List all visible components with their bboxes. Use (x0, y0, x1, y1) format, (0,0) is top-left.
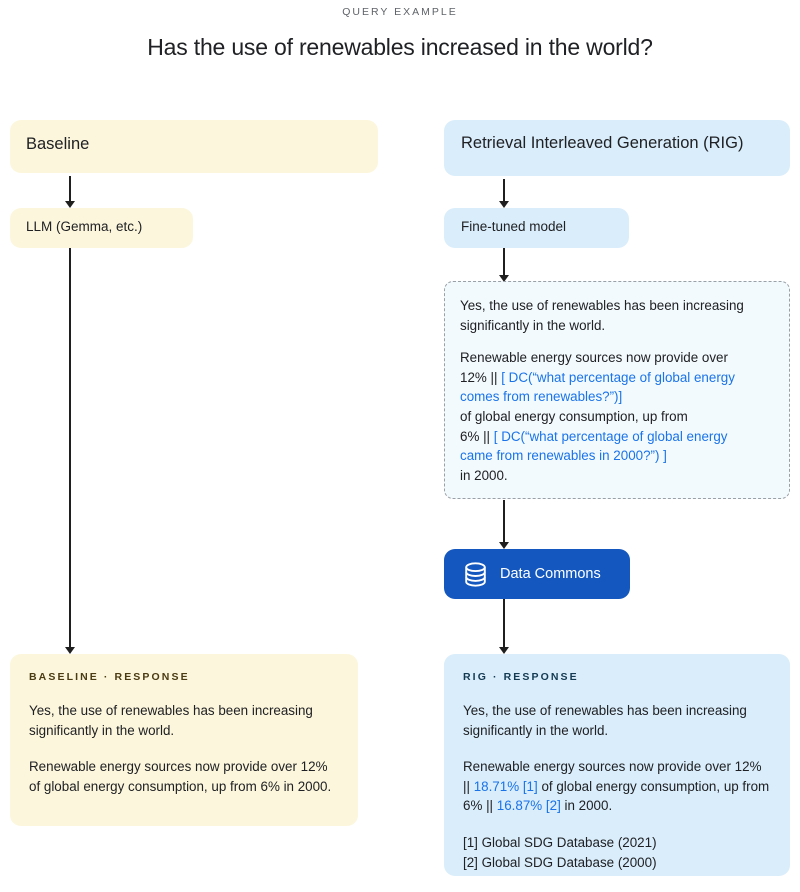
rig-response-paragraph-1: Yes, the use of renewables has been increasing significantly in the world. (463, 703, 747, 738)
baseline-model-node (10, 208, 193, 248)
generation-line-2: significantly in the world. (460, 317, 606, 333)
citation-1: [1] Global SDG Database (2021) (463, 834, 657, 850)
rig-model-node (444, 208, 629, 248)
arrow-finetuned-to-generation (497, 248, 511, 282)
rig-column-header (444, 120, 790, 176)
baseline-header-label: Baseline (26, 135, 90, 153)
generation-line-7-plain: 6% || (460, 428, 494, 444)
generation-line-6: of global energy consumption, up from (460, 408, 688, 424)
database-icon (464, 562, 487, 587)
arrow-generation-to-datacommons (497, 500, 511, 549)
rig-response-p2-part-3: in 2000. (560, 798, 613, 814)
rig-response-value-1: 18.71% [1] (473, 778, 538, 794)
page-title: Has the use of renewables increased in the world? (147, 34, 653, 60)
arrow-datacommons-to-response (497, 599, 511, 654)
baseline-response-paragraph-1: Yes, the use of renewables has been increasing significantly in the world. (29, 703, 313, 738)
eyebrow-label: QUERY EXAMPLE (342, 6, 458, 18)
generation-line-9: in 2000. (460, 467, 508, 483)
arrow-rig-to-finetuned (497, 179, 511, 208)
arrow-baseline-to-llm (63, 176, 77, 208)
data-commons-button[interactable] (444, 549, 630, 599)
generation-dc-call-1-line-1: [ DC(“what percentage of global energy (501, 369, 735, 385)
citation-2: [2] Global SDG Database (2000) (463, 854, 657, 870)
data-commons-label: Data Commons (500, 566, 601, 582)
rig-response-p2-part-1: Renewable energy sources now provide over 12% || (463, 759, 762, 794)
baseline-response-card (10, 654, 358, 826)
rig-header-label: Retrieval Interleaved Generation (RIG) (461, 134, 744, 152)
rig-response-kicker: RIG · RESPONSE (463, 671, 579, 683)
interleaved-generation-box (444, 281, 790, 499)
rig-response-value-2: 16.87% [2] (496, 798, 561, 814)
generation-text (460, 296, 774, 485)
rig-response-p2-part-2: of global energy consumption, up from 6% || (463, 778, 770, 814)
rig-response-citations (463, 833, 770, 872)
generation-dc-call-2-line-1: [ DC(“what percentage of global energy (493, 428, 728, 444)
generation-line-1: Yes, the use of renewables has been increasing (460, 298, 744, 313)
rig-model-label: Fine-tuned model (461, 219, 567, 234)
generation-dc-call-1-line-2: comes from renewables?”)] (460, 389, 623, 405)
rig-response-card (444, 654, 790, 876)
generation-line-3: Renewable energy sources now provide over (460, 350, 728, 366)
baseline-model-label: LLM (Gemma, etc.) (26, 219, 143, 234)
arrow-llm-to-response (63, 248, 77, 654)
baseline-column-header (10, 120, 378, 173)
baseline-response-paragraph-2: Renewable energy sources now provide over 12% of global energy consumption, up from 6% in 2000. (29, 759, 332, 794)
generation-dc-call-2-line-2: came from renewables in 2000?”) ] (460, 448, 667, 464)
generation-line-4-plain: 12% || (460, 369, 502, 385)
rig-response-paragraph-2 (463, 757, 770, 816)
generation-spacer (460, 335, 774, 348)
baseline-response-kicker: BASELINE · RESPONSE (29, 671, 190, 683)
